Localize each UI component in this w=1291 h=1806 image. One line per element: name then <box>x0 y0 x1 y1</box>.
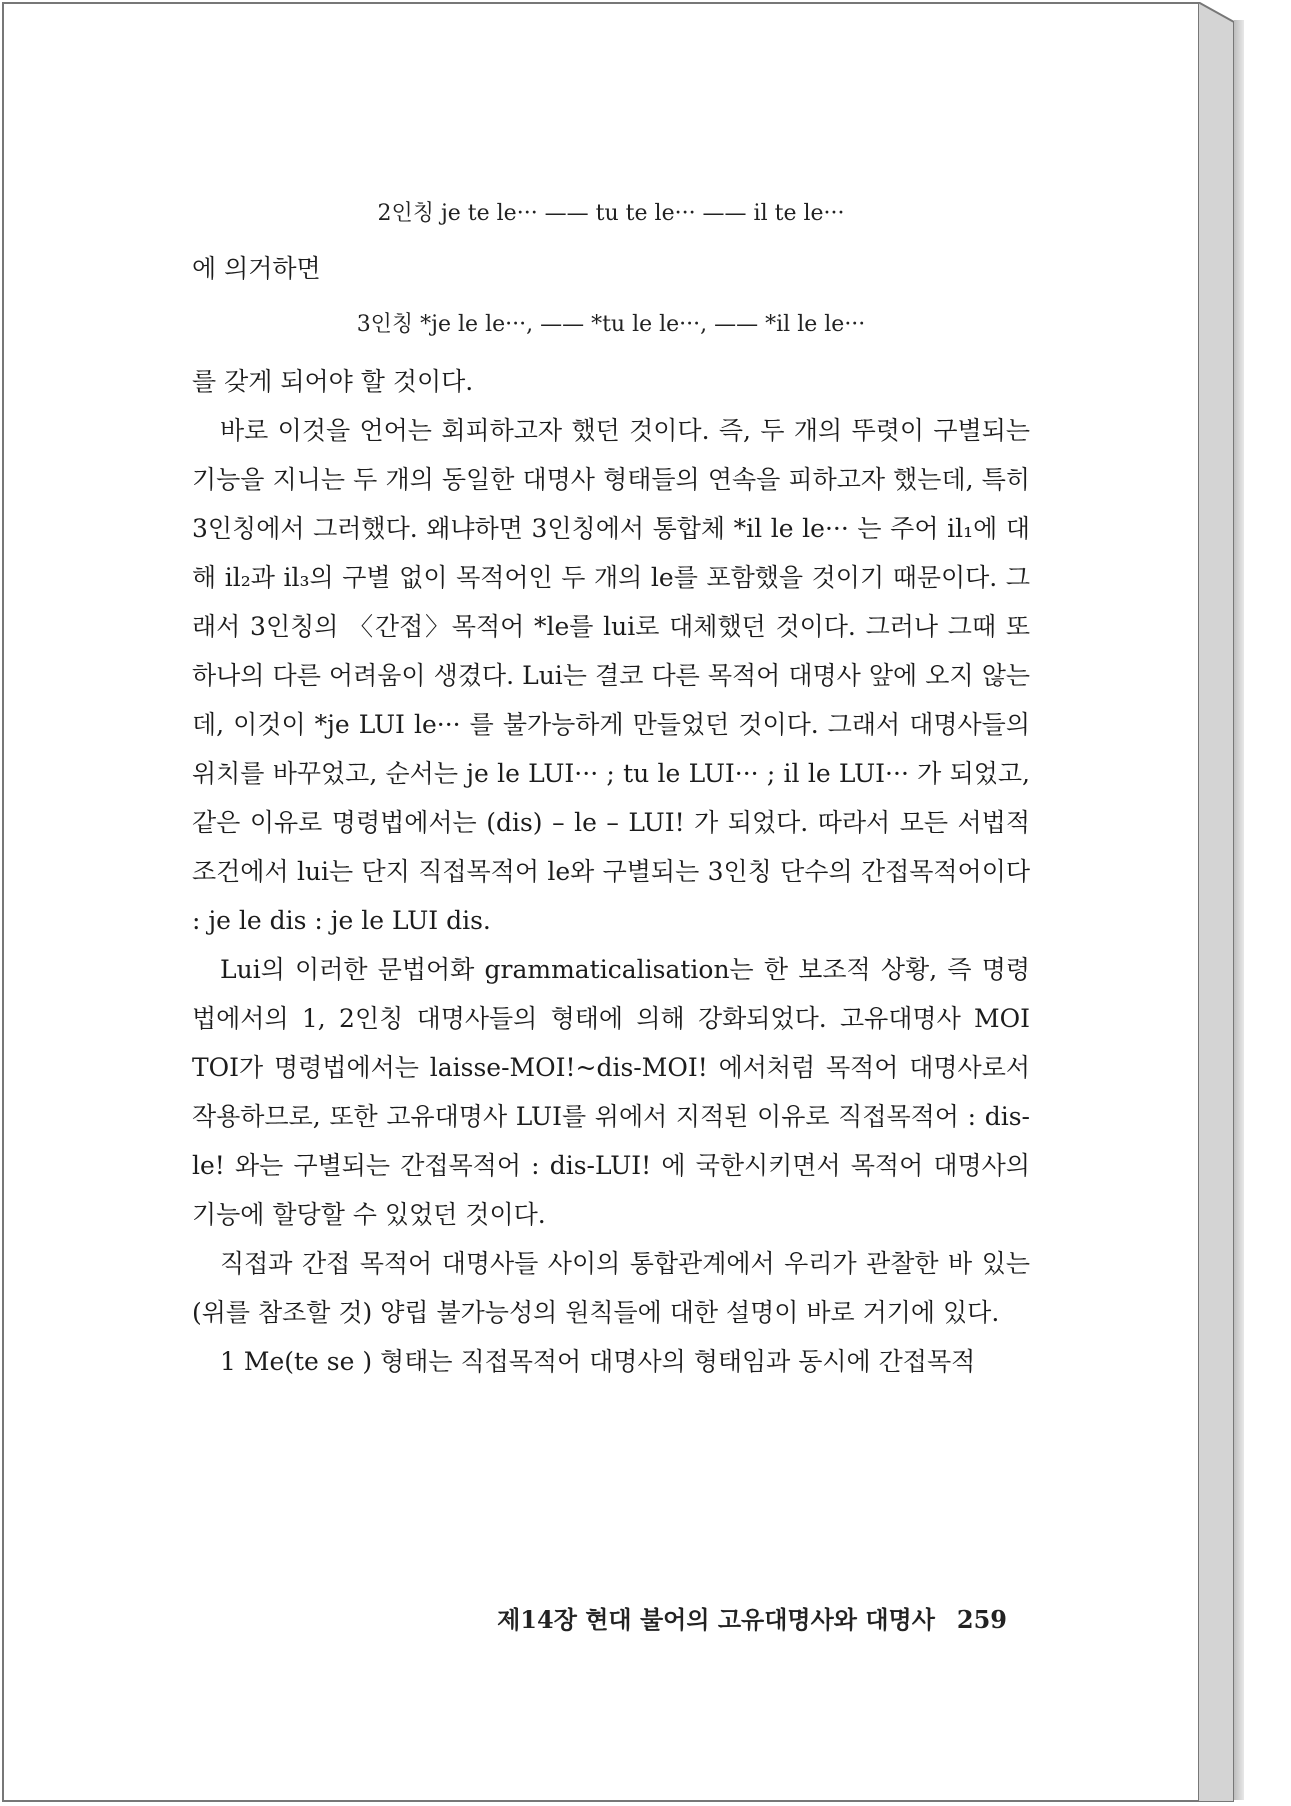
formula-third-person: 3인칭 *je le le···, —— *tu le le···, —— *il le le··· <box>356 312 866 337</box>
page-spine-edge <box>1198 2 1234 1802</box>
footnote-line: 1 Me(te se ) 형태는 직접목적어 대명사의 형태임과 동시에 간접목적 <box>220 1347 976 1376</box>
page-spine-shadow <box>1234 20 1244 1800</box>
running-footer <box>192 1600 1007 1635</box>
text-line-result: 를 갖게 되어야 할 것이다. <box>192 367 474 396</box>
chapter-title: 제14장 현대 불어의 고유대명사와 대명사 <box>497 1605 935 1634</box>
page-number: 259 <box>956 1605 1007 1634</box>
paragraph-avoidance: 바로 이것을 언어는 회피하고자 했던 것이다. 즉, 두 개의 뚜렷이 구별되는 기능을 지니는 두 개의 동일한 대명사 형태들의 연속을 피하고자 했는데, 특히 3인칭에서 그러했다. 왜냐하면 3인칭에서 통합체 *il le le··· 는 주어 il₁에 대해 il₂과 il₃의 구별 없이 목적어인 두 개의 le를 포함했을 것이기 때문이다. 그래서 3인칭의 〈간접〉목적어 *le를 lui로 대체했던 것이다. 그러나 그때 또 하나의 다른 어려움이 생겼다. Lui는 결코 다른 목적어 대명사 앞에 오지 않는데, 이것이 *je LUI le··· 를 불가능하게 만들었던 것이다. 그래서 대명사들의 위치를 바꾸었고, 순서는 je le LUI··· ; tu le LUI··· ; il le LUI··· 가 되었고, 같은 이유로 명령법에서는 (dis) – le – LUI! 가 되었다. 따라서 모든 서법적 조건에서 lui는 단지 직접목적어 le와 구별되는 3인칭 단수의 간접목적어이다 : je le dis : je le LUI dis. <box>192 416 1030 935</box>
paragraph-grammaticalisation: Lui의 이러한 문법어화 grammaticalisation는 한 보조적 상황, 즉 명령법에서의 1, 2인칭 대명사들의 형태에 의해 강화되었다. 고유대명사 MOI TOI가 명령법에서는 laisse-MOI!~dis-MOI! 에서처럼 목적어 대명사로서 작용하므로, 또한 고유대명사 LUI를 위에서 지적된 이유로 직접목적어 : dis-le! 와는 구별되는 간접목적어 : dis-LUI! 에 국한시키면서 목적어 대명사의 기능에 할당할 수 있었던 것이다. <box>192 955 1030 1229</box>
page-body <box>192 196 1030 1386</box>
text-line-rely: 에 의거하면 <box>192 254 321 283</box>
formula-second-person: 2인칭 je te le··· —— tu te le··· —— il te le··· <box>377 201 845 226</box>
paragraph-explanation: 직접과 간접 목적어 대명사들 사이의 통합관계에서 우리가 관찰한 바 있는(위를 참조할 것) 양립 불가능성의 원칙들에 대한 설명이 바로 거기에 있다. <box>192 1249 1030 1327</box>
